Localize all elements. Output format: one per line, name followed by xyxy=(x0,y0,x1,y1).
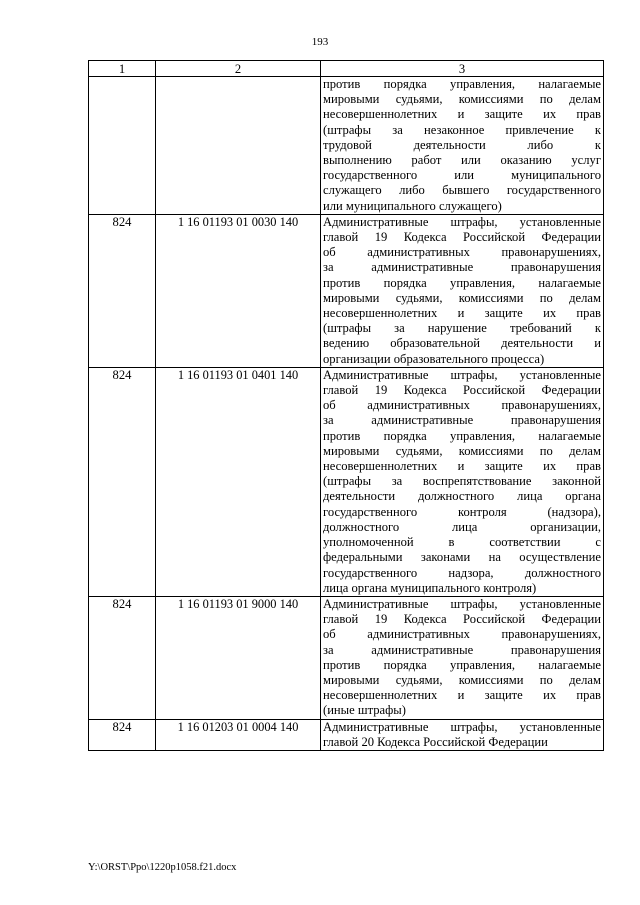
description-line: главой 19 Кодекса Российской Федерации xyxy=(323,612,601,627)
description-line: несовершеннолетних и защите их прав xyxy=(323,306,601,321)
admin-code-cell: 824 xyxy=(89,596,156,719)
description-line: (иные штрафы) xyxy=(323,703,406,718)
description-line: главой 19 Кодекса Российской Федерации xyxy=(323,383,601,398)
description-cell xyxy=(321,77,604,215)
table-row xyxy=(89,719,604,750)
budget-code-cell: 1 16 01203 01 0004 140 xyxy=(156,719,321,750)
description-line: несовершеннолетних и защите их прав xyxy=(323,688,601,703)
description-line: или муниципального служащего) xyxy=(323,198,502,213)
budget-code-cell xyxy=(156,77,321,215)
column-header-3: 3 xyxy=(321,61,604,77)
file-path-footer: Y:\ORST\Ppo\1220p1058.f21.docx xyxy=(88,862,237,873)
description-line: государственного или муниципального xyxy=(323,168,601,183)
description-line: против порядка управления, налагаемые xyxy=(323,657,601,672)
description-line: (штрафы за незаконное привлечение к xyxy=(323,122,601,137)
description-line: Административные штрафы, установленные xyxy=(323,214,601,229)
description-line: за административные правонарушения xyxy=(323,413,601,428)
description-line: об административных правонарушениях, xyxy=(323,627,601,642)
description-cell xyxy=(321,367,604,596)
budget-code-cell: 1 16 01193 01 0401 140 xyxy=(156,367,321,596)
description-line: организации образовательного процесса) xyxy=(323,351,545,366)
description-line: Административные штрафы, установленные xyxy=(323,596,601,611)
table-row xyxy=(89,77,604,215)
description-line: лица органа муниципального контроля) xyxy=(323,580,537,595)
description-line: за административные правонарушения xyxy=(323,260,601,275)
description-line: против порядка управления, налагаемые xyxy=(323,428,601,443)
table-row xyxy=(89,596,604,719)
page-number: 193 xyxy=(311,36,329,48)
column-header-1: 1 xyxy=(89,61,156,77)
description-line: деятельности должностного лица органа xyxy=(323,489,601,504)
admin-code-cell: 824 xyxy=(89,719,156,750)
description-line: выполнению работ или оказанию услуг xyxy=(323,153,601,168)
description-line: мировыми судьями, комиссиями по делам xyxy=(323,290,601,305)
description-line: мировыми судьями, комиссиями по делам xyxy=(323,672,601,687)
description-line: уполномоченной в соответствии с xyxy=(323,535,601,550)
description-line: главой 19 Кодекса Российской Федерации xyxy=(323,230,601,245)
table-row xyxy=(89,367,604,596)
description-line: государственного надзора, должностного xyxy=(323,565,601,580)
description-line: трудовой деятельности либо к xyxy=(323,137,601,152)
description-line: несовершеннолетних и защите их прав xyxy=(323,459,601,474)
description-line: Административные штрафы, установленные xyxy=(323,719,601,734)
description-line: государственного контроля (надзора), xyxy=(323,504,601,519)
admin-code-cell: 824 xyxy=(89,214,156,367)
budget-code-cell: 1 16 01193 01 0030 140 xyxy=(156,214,321,367)
description-line: главой 20 Кодекса Российской Федерации xyxy=(323,734,548,749)
description-cell xyxy=(321,719,604,750)
table-row xyxy=(89,214,604,367)
description-line: должностного лица организации, xyxy=(323,519,601,534)
table-header-row xyxy=(89,61,604,77)
fees-table xyxy=(88,60,604,751)
column-header-2: 2 xyxy=(156,61,321,77)
description-line: ведению образовательной деятельности и xyxy=(323,336,601,351)
description-line: Административные штрафы, установленные xyxy=(323,367,601,382)
description-line: за административные правонарушения xyxy=(323,642,601,657)
description-line: федеральными законами на осуществление xyxy=(323,550,601,565)
description-line: мировыми судьями, комиссиями по делам xyxy=(323,92,601,107)
description-line: служащего либо бывшего государственного xyxy=(323,183,601,198)
description-line: об административных правонарушениях, xyxy=(323,398,601,413)
description-line: мировыми судьями, комиссиями по делам xyxy=(323,443,601,458)
admin-code-cell: 824 xyxy=(89,367,156,596)
description-line: против порядка управления, налагаемые xyxy=(323,275,601,290)
description-line: несовершеннолетних и защите их прав xyxy=(323,107,601,122)
description-line: (штрафы за воспрепятствование законной xyxy=(323,474,601,489)
description-cell xyxy=(321,596,604,719)
admin-code-cell xyxy=(89,77,156,215)
description-line: (штрафы за нарушение требований к xyxy=(323,321,601,336)
budget-code-cell: 1 16 01193 01 9000 140 xyxy=(156,596,321,719)
description-line: об административных правонарушениях, xyxy=(323,245,601,260)
description-line: против порядка управления, налагаемые xyxy=(323,77,601,91)
description-cell xyxy=(321,214,604,367)
